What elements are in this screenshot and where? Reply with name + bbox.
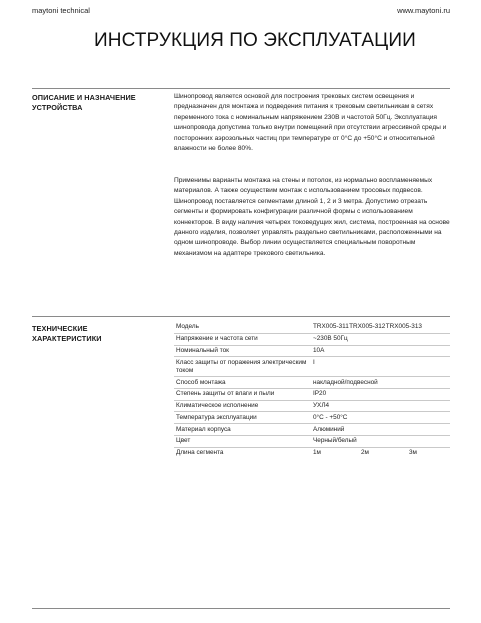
spec-value xyxy=(311,447,450,458)
spec-label: Температура эксплуатации xyxy=(176,413,257,421)
spec-value: Алюминий xyxy=(313,425,345,433)
bottom-divider xyxy=(32,608,450,609)
specs-table xyxy=(174,322,450,459)
spec-label: Цвет xyxy=(176,437,191,445)
table-row xyxy=(174,447,450,458)
table-row xyxy=(174,436,450,448)
model-313: TRX005-313 xyxy=(385,323,422,331)
spec-value: IP20 xyxy=(313,390,327,398)
length-1m: 1м xyxy=(313,449,321,457)
table-row xyxy=(174,345,450,357)
description-heading-line2: УСТРОЙСТВА xyxy=(32,102,83,112)
website-url: www.maytoni.ru xyxy=(397,6,450,15)
table-row xyxy=(174,412,450,424)
brand-name: maytoni technical xyxy=(32,6,90,15)
spec-label: Номинальный ток xyxy=(176,346,229,354)
description-paragraph-1: Шинопровод является основой для построения трековых систем освещения и предназначен для монтажа и подведения питания к трековым светильникам в сетях переменного тока с номинальным напряжением 230В и частотой 50Гц. Эксплуатация шинопровода допустима только внутри помещений при отсутствии агрессивной среды и посторонних аэрозольных частиц при температуре от 0°С до +50°С и относительной влажности не более 80%. xyxy=(174,93,447,153)
table-row xyxy=(174,322,450,333)
spec-label: Способ монтажа xyxy=(176,378,226,386)
description-paragraph-2: Применимы варианты монтажа на стены и потолок, из нормально воспламеняемых материалов. А также осуществим монтаж с использованием тросовых подвесов. Шинопровод поставляется сегментами длиной 1, 2 и 3 метра. Допустимо отрезать сегменты и формировать конфигурации различной формы с использованием коннекторов. В виду наличия четырех токоведущих жил, система, построенная на основе данного изделия, позволяет управлять раздельно светильниками, расположенными на одном шинопроводе. Выбор линии осуществляется специальным поворотным механизмом на адаптере трекового светильника. xyxy=(174,177,450,257)
spec-label: Напряжение и частота сети xyxy=(176,335,258,343)
spec-value: ~230В 50Гц xyxy=(313,335,348,343)
table-row xyxy=(174,377,450,389)
spec-label: Степень защиты от влаги и пыли xyxy=(176,390,275,398)
specs-heading-line1: ТЕХНИЧЕСКИЕ xyxy=(32,324,88,333)
description-heading xyxy=(32,93,162,112)
spec-value: Черный/белый xyxy=(313,437,357,445)
spec-label: Материал корпуса xyxy=(176,425,231,433)
length-2m: 2м xyxy=(361,449,369,457)
spec-value: I xyxy=(313,358,315,366)
spec-label: Класс защиты от поражения электрическим током xyxy=(176,358,307,374)
page-title: ИНСТРУКЦИЯ ПО ЭКСПЛУАТАЦИИ xyxy=(94,30,416,51)
model-312: TRX005-312 xyxy=(349,323,386,331)
spec-label: Климатическое исполнение xyxy=(176,402,259,410)
table-row xyxy=(174,357,450,377)
model-311: TRX005-311 xyxy=(313,323,349,331)
specs-heading xyxy=(32,324,162,343)
specs-heading-line2: ХАРАКТЕРИСТИКИ xyxy=(32,333,102,343)
table-row xyxy=(174,388,450,400)
spec-value: накладной/подвесной xyxy=(313,378,378,386)
spec-label: Длина сегмента xyxy=(176,449,224,457)
spec-value: 0°С - +50°С xyxy=(313,413,348,421)
description-heading-line1: ОПИСАНИЕ И НАЗНАЧЕНИЕ xyxy=(32,93,136,102)
length-3m: 3м xyxy=(409,449,417,457)
spec-label: Модель xyxy=(176,323,199,331)
spec-value xyxy=(311,322,450,333)
spec-value: УХЛ4 xyxy=(313,402,330,410)
top-divider xyxy=(32,88,450,89)
spec-value: 10А xyxy=(313,346,325,354)
table-row xyxy=(174,424,450,436)
table-row xyxy=(174,333,450,345)
table-row xyxy=(174,400,450,412)
middle-divider xyxy=(32,316,450,317)
